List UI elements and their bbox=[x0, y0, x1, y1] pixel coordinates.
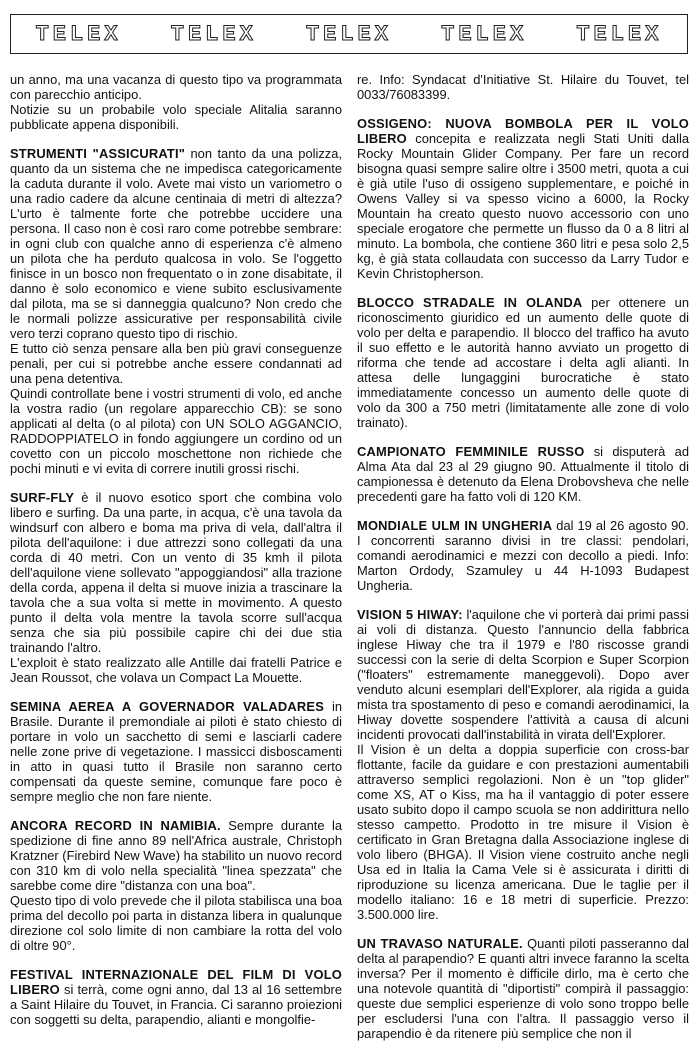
article-text: dal 19 al 26 agosto 90. I concorrenti saranno divisi in tre classi: pendolari, comandi aerodinamici e mezzi con decollo a piedi. Info: Marton Ordody, Szamuley u 44 H-1093 Budapest Ungheria. bbox=[357, 518, 689, 593]
article-text: in Brasile. Durante il premondiale ai piloti è stato chiesto di portare in volo un sacchetto di semi e lasciarli cadere nelle zone prive di vegetazione. I massicci disboscamenti in atto in quasi tutto il Brasile non saranno certo compensati da queste semine, comunque fare poco è sempre meglio che non fare niente. bbox=[10, 699, 342, 804]
article-paragraph: Il Vision è un delta a doppia superficie con cross-bar flottante, facile da guidare e con prestazioni aumentabili attraverso semplici regolazioni. Non è un "top glider" come XS, AT o Kiss, ma ha il vantaggio di poter essere usato subito dopo il campo scuola se non addirittura nello stesso campetto. Prodotto in tre misure il Vision è certificato in Gran Bretagna dalla Associazione inglese di volo libero (BHGA). Il Vision viene costruito anche negli Usa ed in Italia la Cama Vele si è assicurata i diritti di riproduzione su licenza americana. Due le taglie per il modello italiano: 16 e 18 metri di superficie. Prezzo: 3.500.000 lire. bbox=[357, 742, 689, 922]
banner-word: TELEX bbox=[170, 21, 257, 47]
article-paragraph bbox=[357, 116, 689, 281]
article-text: per ottenere un riconoscimento giuridico ed un aumento delle quote di volo per delta e parapendio. Il blocco del traffico ha avuto il suo effetto e le autorità hanno avviato un progetto di riforma che tende ad accostare i delta agli alianti. In attesa delle lungaggini burocratiche è stato immediatamente concesso un aumento delle quote di volo da 300 a 750 metri (limitatamente alle zone di volo trainato). bbox=[357, 295, 690, 430]
article-paragraph: E tutto ciò senza pensare alla ben più gravi conseguenze penali, per cui si potrebbe anche essere condannati ad una pena detentiva. bbox=[10, 341, 342, 386]
article-vision bbox=[357, 607, 689, 922]
article-heading: CAMPIONATO FEMMINILE RUSSO bbox=[357, 444, 585, 459]
body-paragraph: Notizie su un probabile volo speciale Alitalia saranno pubblicate appena disponibili. bbox=[10, 102, 342, 132]
article-paragraph bbox=[357, 295, 689, 430]
article-text: non tanto da una polizza, quanto da un sistema che ne impedisca categoricamente la caduta durante il volo. Avete mai visto un variometro o una radio cadere da alcune centinaia di metri di altezza? L'urto è talmente forte che potrebbe uccidere una persona. Il caso non è così raro come potrebbe sembrare: in ogni club con qualche anno di esperienza c'è almeno un pilota che ha perduto qualcosa in volo. Se l'oggetto finisce in un bosco non frequentato o in zone disabitate, il danno è solo economico e viene subito esclusivamente dal pilota, ma se si danneggia qualcuno? Non credo che le normali polizze assicurative per responsabilità civile vero terzi coprano questo tipo di rischio. bbox=[10, 146, 343, 341]
article-heading: ANCORA RECORD IN NAMIBIA. bbox=[10, 818, 221, 833]
article-festival bbox=[10, 967, 342, 1027]
right-column bbox=[357, 72, 689, 1041]
article-text: si disputerà ad Alma Ata dal 23 al 29 giugno 90. Attualmente il titolo di campionessa è detenuto da Elena Drobovsheva che nelle precedenti gare ha fatto voli di 120 KM. bbox=[357, 444, 689, 504]
banner-word: TELEX bbox=[576, 21, 663, 47]
article-paragraph: Quindi controllate bene i vostri strumenti di volo, ed anche la vostra radio (un regolare apparecchio CB): se sono applicati al delta (o al pilota) con UN SOLO AGGANCIO, RADDOPPIATELO in fondo aggiungere un cordino od un covetto con un piccolo moschettone non richiede che pochi minuti e vi evita di correre inutili grossi rischi. bbox=[10, 386, 342, 476]
body-paragraph: un anno, ma una vacanza di questo tipo va programmata con parecchio anticipo. bbox=[10, 72, 342, 102]
article-blocco bbox=[357, 295, 689, 430]
article-paragraph bbox=[357, 518, 689, 593]
article-paragraph: L'exploit è stato realizzato alle Antille dai fratelli Patrice e Jean Roussot, che volava un Compact La Mouette. bbox=[10, 655, 342, 685]
article-ossigeno bbox=[357, 116, 689, 281]
telex-banner bbox=[10, 14, 688, 54]
article-surf-fly bbox=[10, 490, 342, 685]
article-heading: MONDIALE ULM IN UNGHERIA bbox=[357, 518, 553, 533]
article-heading: UN TRAVASO NATURALE. bbox=[357, 936, 523, 951]
article-text: l'aquilone che vi porterà dai primi passi ai voli di distanza. Questo l'annuncio della fabbrica inglese Hiway che tra il 1979 e l'80 riscosse grandi successi con la serie di delta Scorpion e Super Scorpion ("floaters" estremamente maneggevoli). Dopo aver venduto alcuni esemplari dell'Explorer, ala rigida a guida mista tra spostamento di peso e comandi aerodinamici, la Hiway dovette sospendere l'attività a causa di alcuni incidenti provocati dall'instabilità in virata dell'Explorer. bbox=[357, 607, 689, 742]
article-paragraph: Questo tipo di volo prevede che il pilota stabilisca una boa prima del decollo poi parta in distanza libera in qualunque direzione col solo limite di non cambiare la rotta del volo di oltre 90°. bbox=[10, 893, 342, 953]
article-strumenti bbox=[10, 146, 342, 476]
article-heading: STRUMENTI "ASSICURATI" bbox=[10, 146, 186, 161]
article-paragraph bbox=[10, 146, 342, 341]
article-text: si terrà, come ogni anno, dal 13 al 16 settembre a Saint Hilaire du Touvet, in Francia. Ci saranno proiezioni con soggetti su delta, parapendio, alianti e mongolfie- bbox=[10, 982, 342, 1027]
article-festival-continued bbox=[357, 72, 689, 102]
article-text: concepita e realizzata negli Stati Uniti dalla Rocky Mountain Glider Company. Per fare un record bisogna quasi sempre salire oltre i 3500 metri, quota a cui è già utile l'uso di ossigeno supplementare, e poiché in Owens Valley si va spesso vicino a 6000, la Rocky Mountain ha creato questo nuovo accessorio con uno speciale erogatore che permette un flusso da 0 a 8 litri al minuto. La bombola, che contiene 360 litri e pesa solo 2,5 kg, è già stata collaudata con successo da Larry Tudor e Kevin Christopherson. bbox=[357, 131, 689, 281]
article-semina bbox=[10, 699, 342, 804]
article-heading: VISION 5 HIWAY: bbox=[357, 607, 463, 622]
article-paragraph bbox=[357, 936, 689, 1041]
banner-word: TELEX bbox=[35, 21, 122, 47]
article-heading: BLOCCO STRADALE IN OLANDA bbox=[357, 295, 583, 310]
article-paragraph bbox=[10, 818, 342, 893]
article-paragraph: re. Info: Syndacat d'Initiative St. Hilaire du Touvet, tel 0033/76083399. bbox=[357, 72, 689, 102]
article-paragraph bbox=[357, 444, 689, 504]
article-campionato bbox=[357, 444, 689, 504]
article-travaso bbox=[357, 936, 689, 1041]
article-paragraph bbox=[10, 490, 342, 655]
left-column bbox=[10, 72, 342, 1027]
article-text: è il nuovo esotico sport che combina volo libero e surfing. Da una parte, in acqua, c'è una tavola da windsurf con albero e boma ma priva di vela, dall'altra il pilota dell'aquilone: i due attrezzi sono collegati da una corda di 40 metri. Con un vento di 35 kmh il pilota dell'aquilone viene sollevato "appoggiandosi" alla trazione della corda, appena il delta si muove inizia a trascinare la tavola che a sua volta si mette in movimento. A questo punto il delta vola mentre la tavola scorre sull'acqua senza che sia più possibile capire chi dei due stia trainando l'altro. bbox=[10, 490, 342, 655]
article-paragraph bbox=[10, 699, 342, 804]
article-text: Sempre durante la spedizione di fine anno 89 nell'Africa australe, Christoph Kratzner (Firebird New Wave) ha stabilito un nuovo record con 310 km di volo nella specialità "linea spezzata" che sarebbe come dire "distanza con una boa". bbox=[10, 818, 343, 893]
article-heading: SURF-FLY bbox=[10, 490, 75, 505]
article-heading: OSSIGENO: NUOVA BOMBOLA PER IL VOLO LIBERO bbox=[357, 116, 689, 146]
article-paragraph bbox=[10, 967, 342, 1027]
article-paragraph bbox=[357, 607, 689, 742]
banner-word: TELEX bbox=[441, 21, 528, 47]
intro-section bbox=[10, 72, 342, 132]
article-text: Quanti piloti passeranno dal delta al parapendio? E quanti altri invece faranno la scelta inversa? Per il momento è difficile dirlo, ma è certo che una notevole quantità di "diportisti" compirà il passaggio: queste due semplici esperienze di volo sono troppo belle per escludersi l'una con l'altra. Il passaggio verso il parapendio è da ritenere più semplice che non il bbox=[357, 936, 689, 1041]
banner-word: TELEX bbox=[305, 21, 392, 47]
article-heading: FESTIVAL INTERNAZIONALE DEL FILM DI VOLO LIBERO bbox=[10, 967, 342, 997]
article-mondiale bbox=[357, 518, 689, 593]
article-heading: SEMINA AEREA A GOVERNADOR VALADARES bbox=[10, 699, 325, 714]
